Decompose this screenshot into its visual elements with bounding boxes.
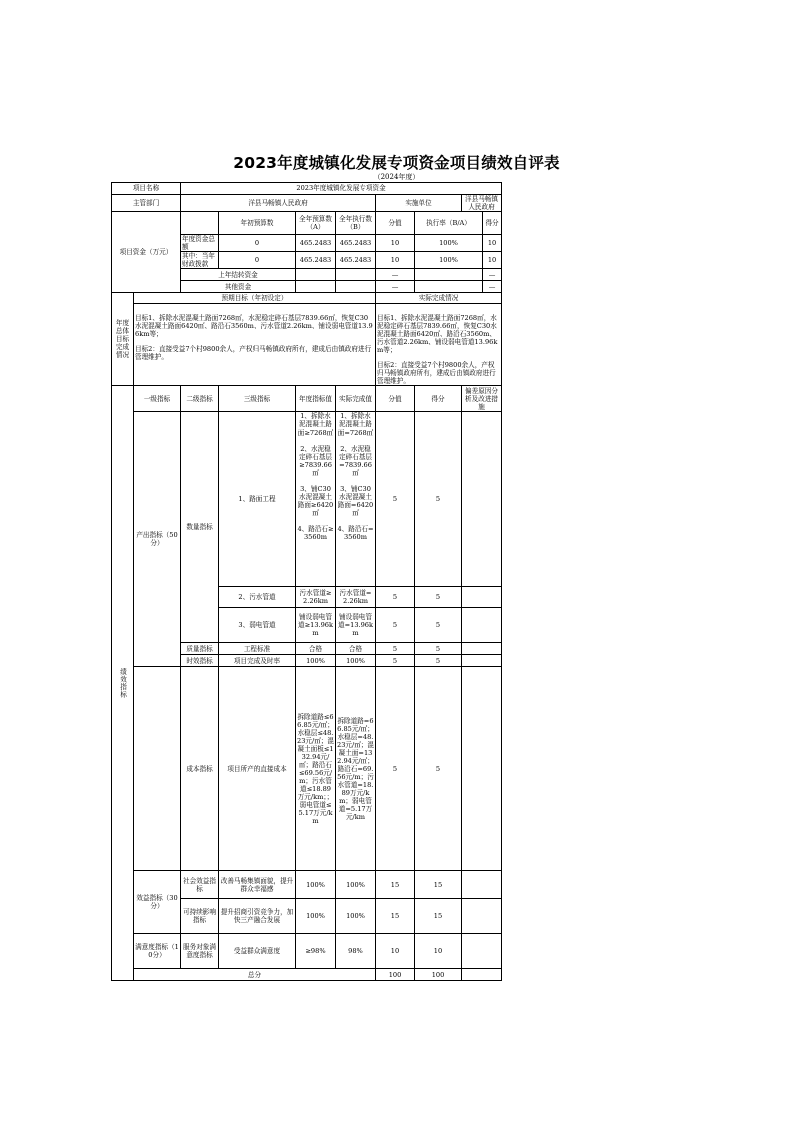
report-year: （2024年度） <box>373 173 420 181</box>
dept-value: 洋县马畅镇人民政府 <box>181 195 376 212</box>
expected-goals <box>134 304 376 386</box>
sewer-got: 5 <box>415 587 462 608</box>
funds-header-5: 执行率（B/A） <box>415 212 483 235</box>
conduit-name: 3、弱电管道 <box>219 608 296 643</box>
sewer-score: 5 <box>376 587 415 608</box>
timeliness-actual: 100% <box>336 655 376 667</box>
cost-target: 拆除道路≤66.85元/㎡；水稳层≤48.23元/㎡；混凝土面板≤132.94元/㎡；路沿石≤69.56元/m；污水管道≤18.89万元/km；；弱电管道≤5.17万元/km <box>296 667 336 871</box>
funds-cell <box>296 269 336 281</box>
conduit-got: 5 <box>415 608 462 643</box>
impl-label: 实施单位 <box>376 195 462 212</box>
evaluation-table <box>111 182 502 981</box>
road-actual-text: 1、拆除水泥混凝土路面=7268㎡ 2、水泥稳定碎石基层=7839.66㎡ 3、铺C30水泥混凝土路面=6420㎡ 4、路沿石=3560m <box>337 412 374 541</box>
funds-label-text: 项目资金（万元） <box>119 248 173 257</box>
funds-cell <box>296 281 336 293</box>
sustain-label: 可持续影响指标 <box>181 899 219 934</box>
sustain-actual: 100% <box>336 899 376 934</box>
funds-cell <box>336 269 376 281</box>
funds-header-2: 全年预算数（A） <box>296 212 336 235</box>
indicator-header: 偏差原因分析及改进措施 <box>462 386 502 412</box>
quality-note <box>462 643 502 655</box>
road-got: 5 <box>415 412 462 587</box>
funds-cell <box>415 269 483 281</box>
road-note <box>462 412 502 587</box>
timeliness-score: 5 <box>376 655 415 667</box>
indicator-row-satisfaction <box>112 934 502 969</box>
satisfaction-label: 服务对象满意度指标 <box>181 934 219 969</box>
social-label: 社会效益指标 <box>181 871 219 899</box>
total-score: 100 <box>376 969 415 981</box>
benefit-indicator-label: 效益指标（30分） <box>134 871 181 934</box>
quality-got: 5 <box>415 643 462 655</box>
social-name: 改善马畅集镇面貌，提升群众幸福感 <box>219 871 296 899</box>
indicator-row-social <box>112 871 502 899</box>
satisfaction-got: 10 <box>415 934 462 969</box>
expected-goal-1: 目标1、拆除水泥混凝土路面7268㎡，水泥稳定碎石基层7839.66㎡，恢复C30水泥混凝土路面6420㎡、路沿石3560m、污水管道2.26km、铺设弱电管道13.96km等； <box>135 314 373 339</box>
timeliness-name: 项目完成及时率 <box>219 655 296 667</box>
funds-cell: 465.2483 <box>336 252 376 269</box>
quality-score: 5 <box>376 643 415 655</box>
funds-cell: 0 <box>219 252 296 269</box>
conduit-target: 铺设弱电管道≥13.96km <box>296 608 336 643</box>
satisfaction-target: ≥98% <box>296 934 336 969</box>
funds-header-6: 得分 <box>483 212 502 235</box>
road-target-text: 1、拆除水泥混凝土路面≥7268㎡ 2、水泥稳定碎石基层≥7839.66㎡ 3、铺C30水泥混凝土路面≥6420㎡ 4、路沿石≥3560m <box>297 412 334 541</box>
funds-header-1: 年初预算数 <box>219 212 296 235</box>
funds-row-name: 年度资金总额 <box>181 235 219 252</box>
social-score: 15 <box>376 871 415 899</box>
funds-cell <box>415 281 483 293</box>
quality-name: 工程标准 <box>219 643 296 655</box>
road-score: 5 <box>376 412 415 587</box>
social-actual: 100% <box>336 871 376 899</box>
indicator-header-row <box>112 386 502 412</box>
conduit-score: 5 <box>376 608 415 643</box>
satisfaction-actual: 98% <box>336 934 376 969</box>
cost-name: 项目所产的直接成本 <box>219 667 296 871</box>
conduit-actual: 铺设弱电管道=13.96km <box>336 608 376 643</box>
project-name-label: 项目名称 <box>112 183 181 195</box>
funds-header-row <box>112 212 502 235</box>
funds-cell: — <box>483 269 502 281</box>
total-got: 100 <box>415 969 462 981</box>
indicator-header: 年度指标值 <box>296 386 336 412</box>
funds-cell: — <box>483 281 502 293</box>
cost-note <box>462 667 502 871</box>
funds-row-name: 其中：当年财政拨款 <box>181 252 219 269</box>
funds-cell: 10 <box>483 235 502 252</box>
project-name-value: 2023年度城镇化发展专项资金 <box>181 183 502 195</box>
quality-target: 合格 <box>296 643 336 655</box>
actual-goals <box>376 304 502 386</box>
total-label: 总分 <box>134 969 376 981</box>
timeliness-note <box>462 655 502 667</box>
cost-label: 成本指标 <box>181 667 219 871</box>
funds-cell <box>336 281 376 293</box>
funds-row-name: 其他资金 <box>181 281 296 293</box>
cost-blank <box>134 667 181 871</box>
social-target: 100% <box>296 871 336 899</box>
indicator-row-road <box>112 412 502 587</box>
goals-row <box>112 304 502 386</box>
funds-cell: 0 <box>219 235 296 252</box>
indicator-row-cost <box>112 667 502 871</box>
conduit-note <box>462 608 502 643</box>
timeliness-label: 时效指标 <box>181 655 219 667</box>
funds-cell: 10 <box>376 252 415 269</box>
funds-cell: 465.2483 <box>336 235 376 252</box>
satisfaction-name: 受益群众满意度 <box>219 934 296 969</box>
funds-cell: 100% <box>415 235 483 252</box>
funds-blank-header <box>181 212 219 235</box>
sustain-score: 15 <box>376 899 415 934</box>
indicator-header: 得分 <box>415 386 462 412</box>
timeliness-got: 5 <box>415 655 462 667</box>
funds-header-3: 全年执行数（B） <box>336 212 376 235</box>
timeliness-target: 100% <box>296 655 336 667</box>
sustain-target: 100% <box>296 899 336 934</box>
funds-cell: 465.2483 <box>296 235 336 252</box>
indicator-header: 二级指标 <box>181 386 219 412</box>
road-actual <box>336 412 376 587</box>
funds-cell: 100% <box>415 252 483 269</box>
satisfaction-indicator-label: 满意度指标（10分） <box>134 934 181 969</box>
funds-cell: 465.2483 <box>296 252 336 269</box>
satisfaction-note <box>462 934 502 969</box>
funds-cell: — <box>376 269 415 281</box>
cost-actual: 拆除道路=66.85元/㎡；水稳层=48.23元/㎡；混凝土面=132.94元/㎡；路沿石=69.56元/m；污水管道=18.89万元/km；弱电管道=5.17万元/km <box>336 667 376 871</box>
quality-actual: 合格 <box>336 643 376 655</box>
indicator-header: 一级指标 <box>134 386 181 412</box>
sewer-actual: 污水管道=2.26km <box>336 587 376 608</box>
goals-label: 年度总体目标完成情况 <box>112 293 134 386</box>
project-name-row <box>112 183 502 195</box>
sewer-note <box>462 587 502 608</box>
output-indicator-label: 产出指标（50分） <box>134 412 181 667</box>
cost-score: 5 <box>376 667 415 871</box>
road-name: 1、路面工程 <box>219 412 296 587</box>
social-got: 15 <box>415 871 462 899</box>
sewer-target: 污水管道≥2.26km <box>296 587 336 608</box>
funds-cell: 10 <box>483 252 502 269</box>
actual-goal-header: 实际完成情况 <box>376 293 502 304</box>
road-target <box>296 412 336 587</box>
dept-label: 主管部门 <box>112 195 181 212</box>
sustain-name: 提升招商引资竞争力，加快三产融合发展 <box>219 899 296 934</box>
funds-label <box>112 212 181 293</box>
indicator-header: 实际完成值 <box>336 386 376 412</box>
sustain-got: 15 <box>415 899 462 934</box>
quality-label: 质量指标 <box>181 643 219 655</box>
goals-header-row <box>112 293 502 304</box>
actual-goal-1: 目标1、拆除水泥混凝土路面7268㎡，水泥稳定碎石基层7839.66㎡，恢复C30水泥混凝土路面6420㎡、路沿石3560m、污水管道2.26km、铺设弱电管道13.96km等； <box>377 314 498 355</box>
quantity-indicator-label: 数量指标 <box>181 412 219 643</box>
indicators-label <box>112 386 134 981</box>
indicator-header: 分值 <box>376 386 415 412</box>
funds-row-name: 上年结转资金 <box>181 269 296 281</box>
page-title: 2023年度城镇化发展专项资金项目绩效自评表 <box>233 154 560 172</box>
expected-goal-2: 目标2：直接受益7个村9800余人，产权归马畅镇政府所有，建成后由镇政府进行管理维护。 <box>135 345 372 362</box>
funds-cell: — <box>376 281 415 293</box>
department-row <box>112 195 502 212</box>
funds-header-4: 分值 <box>376 212 415 235</box>
indicators-label-text: 绩效指标 <box>118 668 127 699</box>
funds-cell: 10 <box>376 235 415 252</box>
satisfaction-score: 10 <box>376 934 415 969</box>
cost-got: 5 <box>415 667 462 871</box>
total-note <box>462 969 502 981</box>
social-note <box>462 871 502 899</box>
sewer-name: 2、污水管道 <box>219 587 296 608</box>
expected-goal-header: 预期目标（年初设定） <box>134 293 376 304</box>
impl-value: 洋县马畅镇人民政府 <box>462 195 502 212</box>
indicator-header: 三级指标 <box>219 386 296 412</box>
total-row <box>112 969 502 981</box>
sustain-note <box>462 899 502 934</box>
actual-goal-2: 目标2：直接受益7个村9800余人，产权归马畅镇政府所有，建成后由镇政府进行管理维护。 <box>377 361 496 386</box>
